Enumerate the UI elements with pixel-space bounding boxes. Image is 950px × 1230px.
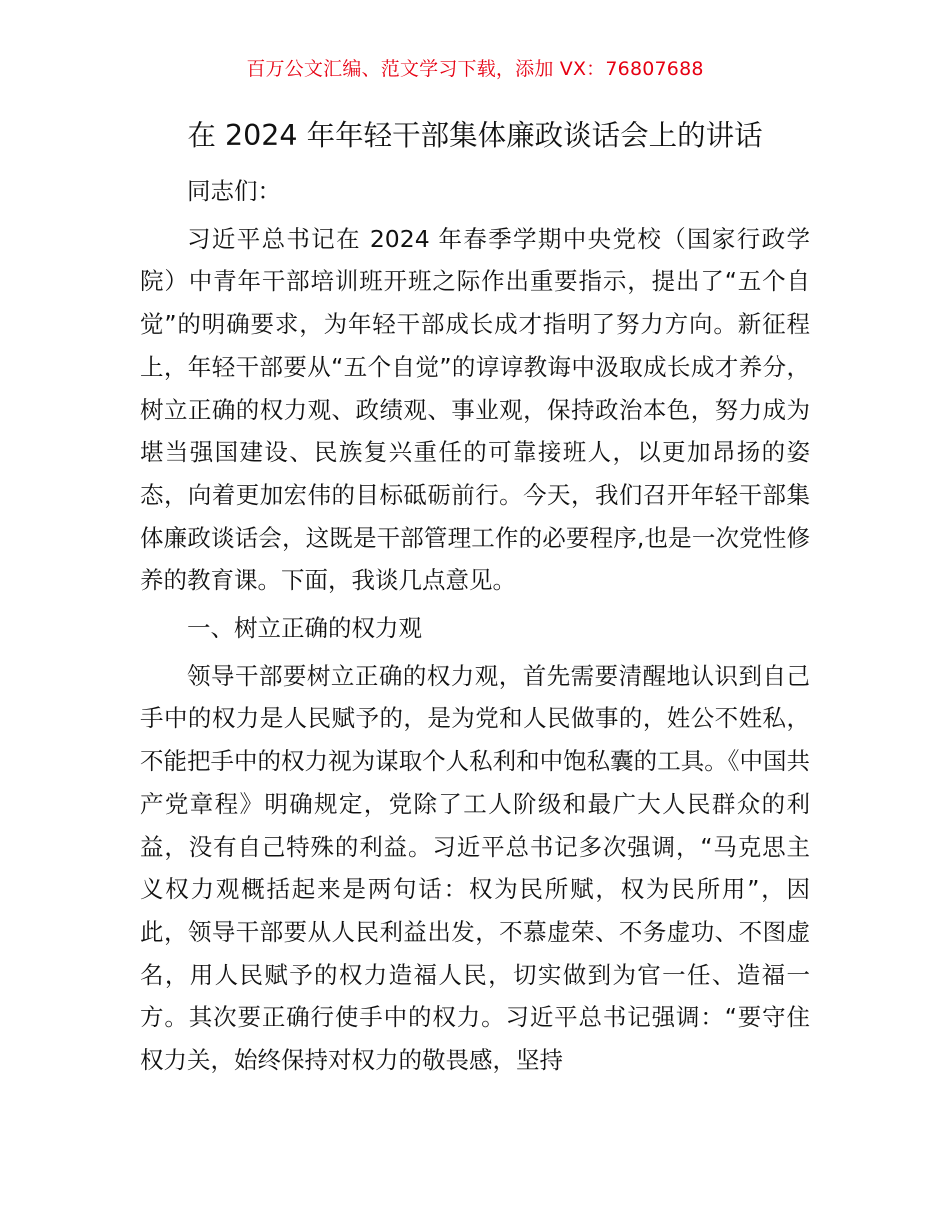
header-notice: 百万公文汇编、范文学习下载，添加 VX：76807688 bbox=[246, 58, 704, 80]
salutation: 同志们： bbox=[187, 177, 281, 205]
paragraph-intro: 习近平总书记在 2024 年春季学期中央党校（国家行政学院）中青年干部培训班开班之际作出重要指示，提出了“五个自觉”的明确要求，为年轻干部成长成才指明了努力方向。新征程上，年轻干部要从“五个自觉”的谆谆教诲中汲取成长成才养分，树立正确的权力观、政绩观、事业观，保持政治本色，努力成为堪当强国建设、民族复兴重任的可靠接班人，以更加昂扬的姿态，向着更加宏伟的目标砥砺前行。今天，我们召开年轻干部集体廉政谈话会，这既是干部管理工作的必要程序,也是一次党性修养的教育课。下面，我谈几点意见。 bbox=[140, 224, 810, 595]
page-title: 在 2024 年年轻干部集体廉政谈话会上的讲话 bbox=[187, 119, 763, 152]
section-heading-1: 一、树立正确的权力观 bbox=[187, 614, 422, 643]
paragraph-power-view: 领导干部要树立正确的权力观，首先需要清醒地认识到自己手中的权力是人民赋予的，是为党和人民做事的，姓公不姓私，不能把手中的权力视为谋取个人私利和中饱私囊的工具。《中国共产党章程》明确规定，党除了工人阶级和最广大人民群众的利益，没有自己特殊的利益。习近平总书记多次强调，“马克思主义权力观概括起来是两句话：权为民所赋，权为民所用”，因此，领导干部要从人民利益出发，不慕虚荣、不务虚功、不图虚名，用人民赋予的权力造福人民，切实做到为官一任、造福一方。其次要正确行使手中的权力。习近平总书记强调：“要守住权力关，始终保持对权力的敬畏感，坚持 bbox=[140, 661, 810, 1075]
document-body bbox=[140, 170, 810, 1082]
